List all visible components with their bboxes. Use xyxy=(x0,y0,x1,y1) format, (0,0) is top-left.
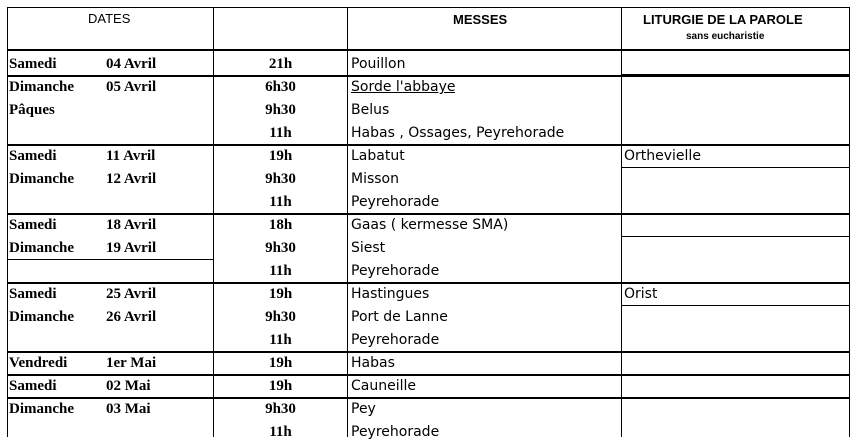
header-dates: DATES xyxy=(88,11,131,26)
row-place: Peyrehorade xyxy=(351,424,440,440)
row-time: 11h xyxy=(269,332,292,348)
row-day: Vendredi xyxy=(9,355,68,371)
row-place: Habas , Ossages, Peyrehorade xyxy=(351,125,565,141)
row-day: Samedi xyxy=(9,217,57,233)
column-border xyxy=(849,7,850,437)
row-time: 11h xyxy=(269,263,292,279)
row-time: 19h xyxy=(268,355,293,371)
row-place: Belus xyxy=(351,102,390,118)
row-place: Peyrehorade xyxy=(351,263,440,279)
header-border xyxy=(7,49,850,51)
row-place: Siest xyxy=(351,240,386,256)
liturgie-border xyxy=(621,305,849,306)
liturgie-border xyxy=(621,236,849,237)
row-date: 12 Avril xyxy=(106,171,157,187)
row-day: Pâques xyxy=(9,102,55,118)
row-place: Misson xyxy=(351,171,399,187)
row-day: Dimanche xyxy=(9,79,74,95)
row-time: 11h xyxy=(269,194,292,210)
row-day: Dimanche xyxy=(9,309,74,325)
row-liturgie: Orthevielle xyxy=(624,148,701,164)
row-place: Peyrehorade xyxy=(351,332,440,348)
row-date: 25 Avril xyxy=(106,286,157,302)
row-time: 9h30 xyxy=(265,171,296,187)
liturgie-border xyxy=(621,74,849,75)
row-time: 19h xyxy=(268,286,293,302)
row-place: Gaas ( kermesse SMA) xyxy=(351,217,509,233)
row-day: Dimanche xyxy=(9,401,74,417)
row-time: 19h xyxy=(268,148,293,164)
row-date: 18 Avril xyxy=(106,217,157,233)
row-time: 19h xyxy=(268,378,293,394)
row-date: 1er Mai xyxy=(106,355,157,371)
row-place: Pouillon xyxy=(351,56,406,72)
row-date: 02 Mai xyxy=(106,378,151,394)
row-day: Samedi xyxy=(9,378,57,394)
header-messes: MESSES xyxy=(453,12,508,27)
row-place: Cauneille xyxy=(351,378,416,394)
row-place: Peyrehorade xyxy=(351,194,440,210)
row-day: Dimanche xyxy=(9,240,74,256)
row-date: 26 Avril xyxy=(106,309,157,325)
header-liturgie-sub: sans eucharistie xyxy=(686,31,765,42)
date-border xyxy=(7,259,213,260)
group-border xyxy=(7,75,850,77)
row-date: 04 Avril xyxy=(106,56,157,72)
row-time: 18h xyxy=(268,217,293,233)
header-liturgie: LITURGIE DE LA PAROLE xyxy=(643,12,803,27)
row-time: 11h xyxy=(269,424,292,440)
liturgie-border xyxy=(621,167,849,168)
row-place: Pey xyxy=(351,401,376,417)
row-place: Hastingues xyxy=(351,286,430,302)
top-border xyxy=(7,7,850,8)
row-place: Sorde l'abbaye xyxy=(351,79,456,95)
column-border xyxy=(621,7,622,437)
group-border xyxy=(7,213,850,215)
row-time: 9h30 xyxy=(265,401,296,417)
group-border xyxy=(7,351,850,353)
row-date: 19 Avril xyxy=(106,240,157,256)
column-border xyxy=(7,7,8,437)
row-day: Samedi xyxy=(9,286,57,302)
row-day: Dimanche xyxy=(9,171,74,187)
row-place: Labatut xyxy=(351,148,405,164)
group-border xyxy=(7,374,850,376)
row-date: 03 Mai xyxy=(106,401,151,417)
row-time: 9h30 xyxy=(265,309,296,325)
group-border xyxy=(7,397,850,399)
row-time: 6h30 xyxy=(265,79,296,95)
row-place: Habas xyxy=(351,355,395,371)
row-liturgie: Orist xyxy=(624,286,658,302)
group-border xyxy=(7,282,850,284)
column-border xyxy=(347,7,348,437)
row-time: 11h xyxy=(269,125,292,141)
row-date: 05 Avril xyxy=(106,79,157,95)
row-day: Samedi xyxy=(9,148,57,164)
row-place: Port de Lanne xyxy=(351,309,448,325)
row-time: 9h30 xyxy=(265,240,296,256)
row-time: 9h30 xyxy=(265,102,296,118)
group-border xyxy=(7,144,850,146)
row-date: 11 Avril xyxy=(106,148,156,164)
row-time: 21h xyxy=(268,56,293,72)
row-day: Samedi xyxy=(9,56,57,72)
